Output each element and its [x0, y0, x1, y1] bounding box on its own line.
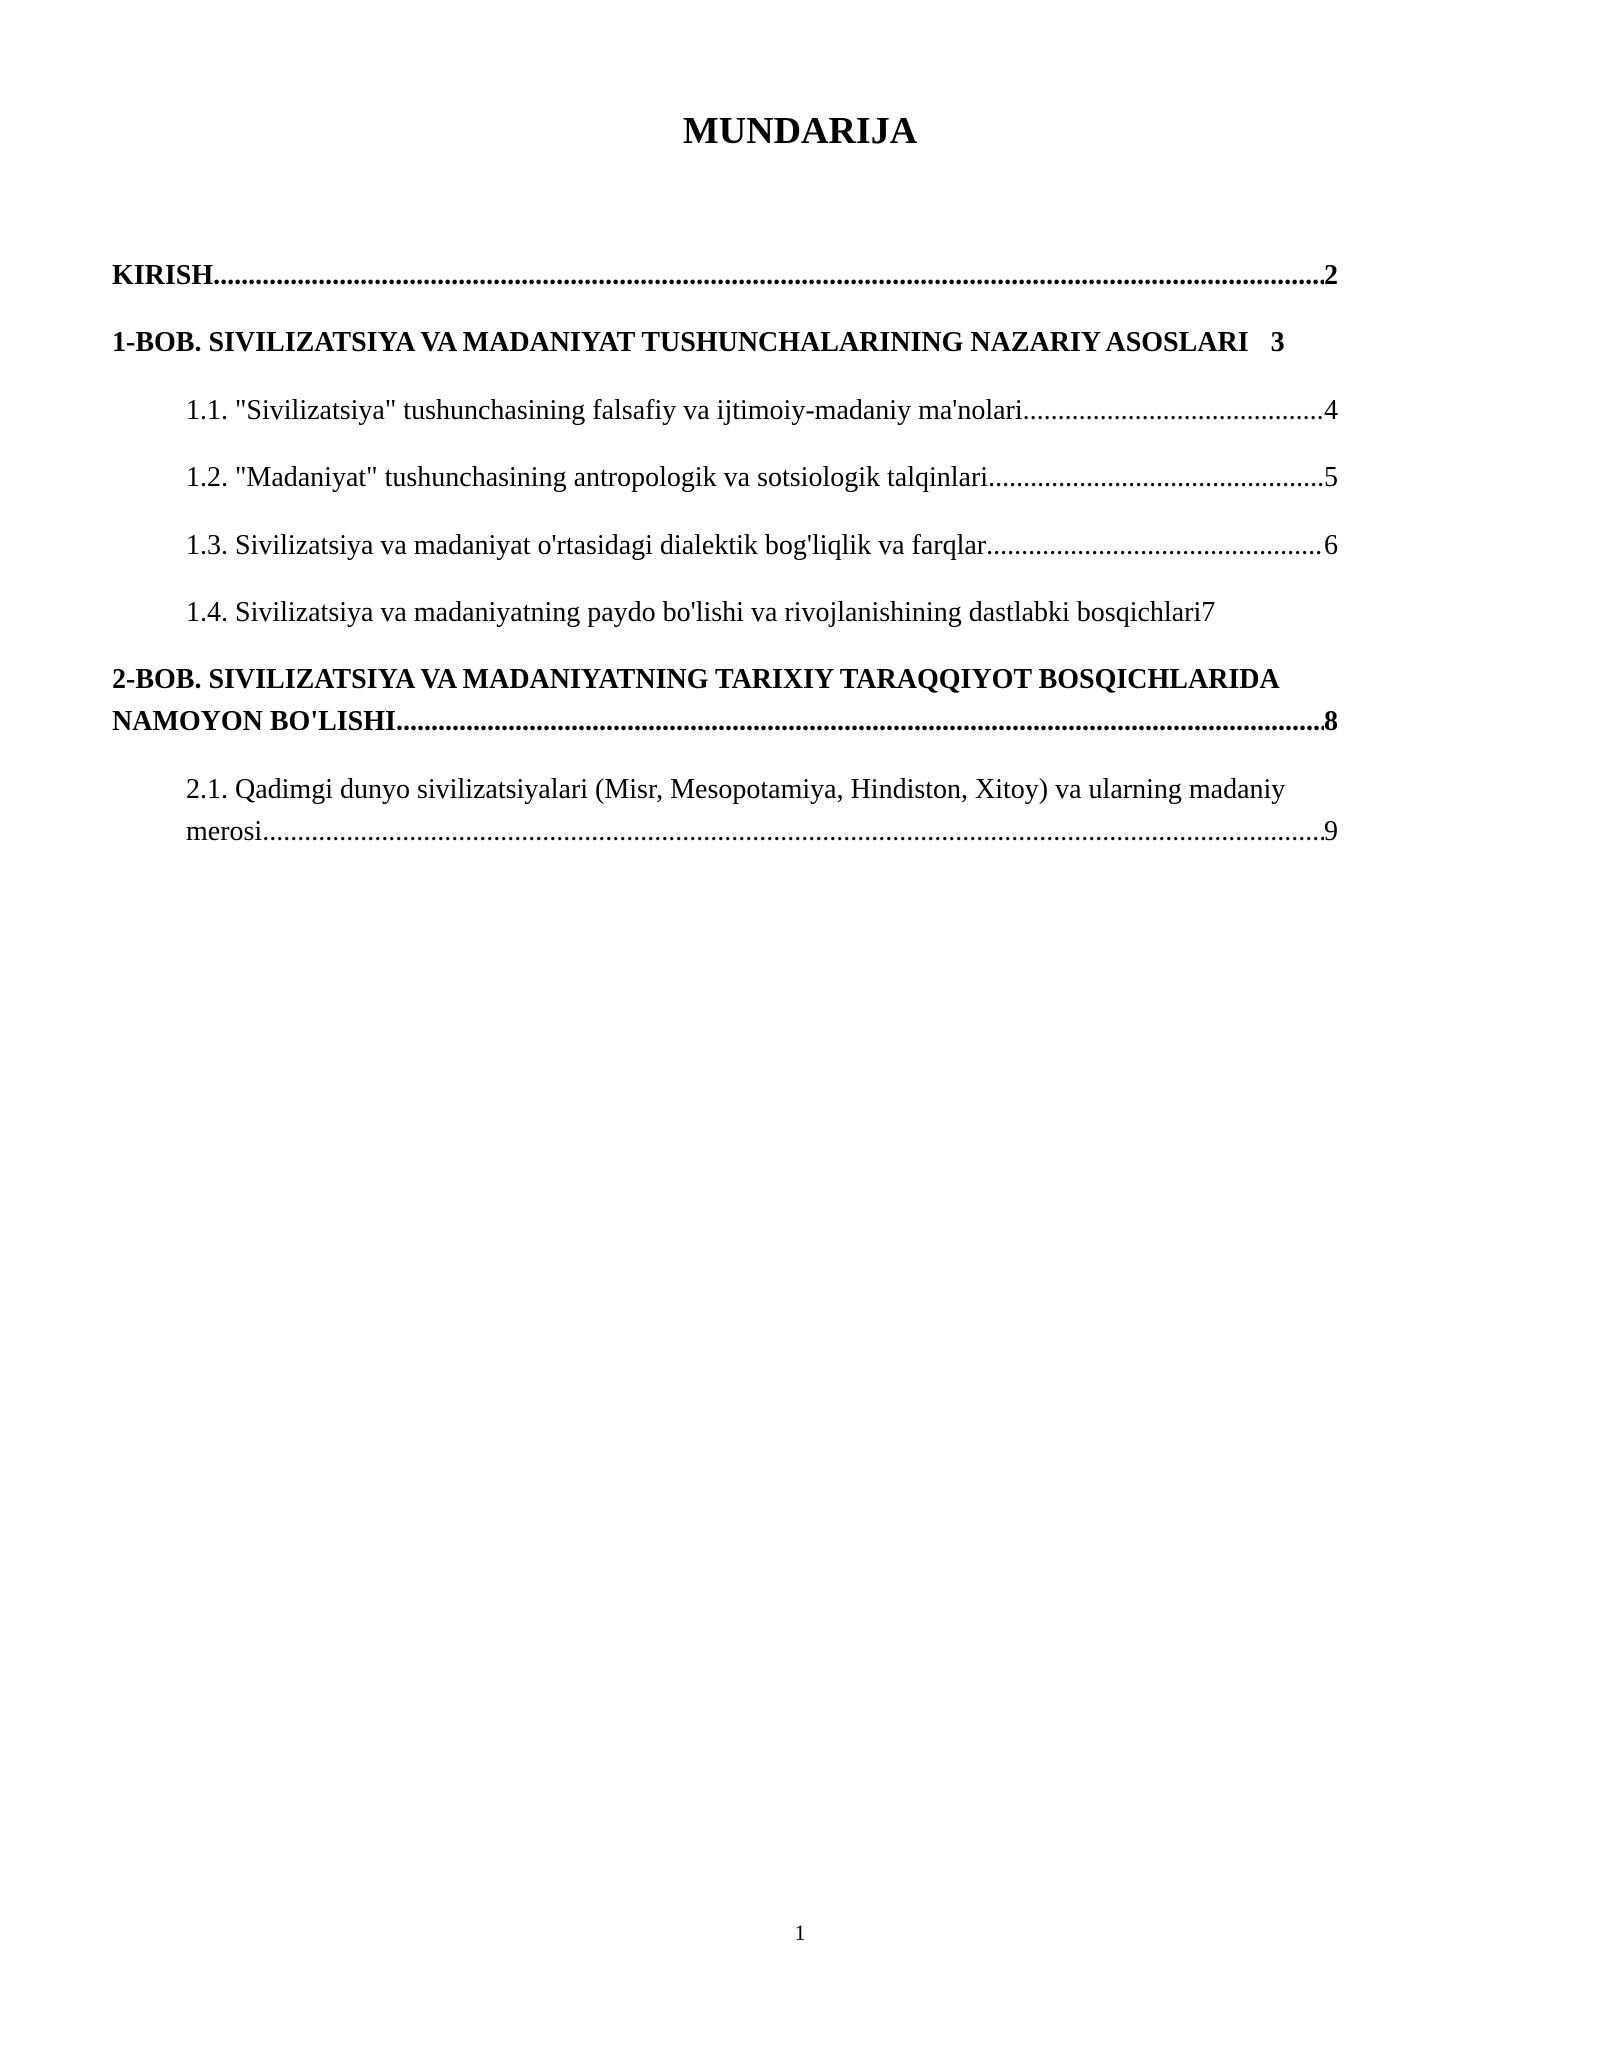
toc-leader-dots: [262, 811, 1324, 853]
toc-leader-dots: [213, 255, 1324, 297]
toc-page-number: 5: [1324, 462, 1338, 493]
toc-entry-section-1-4: [186, 592, 1426, 634]
toc-page-number: 7: [1201, 597, 1216, 628]
toc-entry-label: 1.3. Sivilizatsiya va madaniyat o'rtasidagi dialektik bog'liqlik va farqlar: [186, 530, 987, 561]
toc-entry-label: 1.2. "Madaniyat" tushunchasining antropologik va sotsiologik talqinlari: [186, 462, 989, 493]
toc-entry-kirish: [112, 255, 1338, 297]
toc-entry-chapter-2-line-2: [112, 701, 1338, 743]
toc-entry-label: 1-BOB. SIVILIZATSIYA VA MADANIYAT TUSHUNCHALARINING NAZARIY ASOSLARI: [112, 327, 1249, 358]
toc-entry-chapter-2-line-1: 2-BOB. SIVILIZATSIYA VA MADANIYATNING TARIXIY TARAQQIYOT BOSQICHLARIDA: [112, 664, 1280, 695]
toc-leader-dots: [988, 457, 1324, 499]
toc-leader-dots: [396, 701, 1324, 743]
toc-entry-label: NAMOYON BO'LISHI: [112, 706, 396, 737]
toc-entry-section-2-1-line-1: 2.1. Qadimgi dunyo sivilizatsiyalari (Misr, Mesopotamiya, Hindiston, Xitoy) va ularning madaniy: [186, 774, 1286, 805]
toc-page-number: 9: [1324, 816, 1338, 847]
toc-page-number: 6: [1324, 530, 1338, 561]
toc-entry-chapter-1: [112, 322, 1452, 364]
toc-entry-section-1-1: [186, 390, 1338, 432]
toc-entry-section-1-2: [186, 457, 1338, 499]
toc-entry-label: 1.1. "Sivilizatsiya" tushunchasining falsafiy va ijtimoiy-madaniy ma'nolari: [186, 395, 1023, 426]
toc-page-number: 4: [1324, 395, 1338, 426]
toc-leader-dots: [1023, 390, 1324, 432]
toc-leader-dots: [986, 525, 1324, 567]
toc-entry-section-2-1-line-2: [186, 811, 1338, 853]
toc-entry-section-1-3: [186, 525, 1338, 567]
toc-entry-label: KIRISH: [112, 260, 214, 291]
toc-entry-label: merosi: [186, 816, 263, 847]
page-title: MUNDARIJA: [682, 110, 918, 152]
toc-page-number: 2: [1324, 260, 1338, 291]
toc-entry-label: 1.4. Sivilizatsiya va madaniyatning paydo bo'lishi va rivojlanishining dastlabki bosqichlari: [186, 597, 1202, 628]
toc-page-number: 8: [1324, 706, 1338, 737]
toc-page-number: 3: [1270, 327, 1285, 358]
page-number: 1: [794, 1920, 806, 1945]
